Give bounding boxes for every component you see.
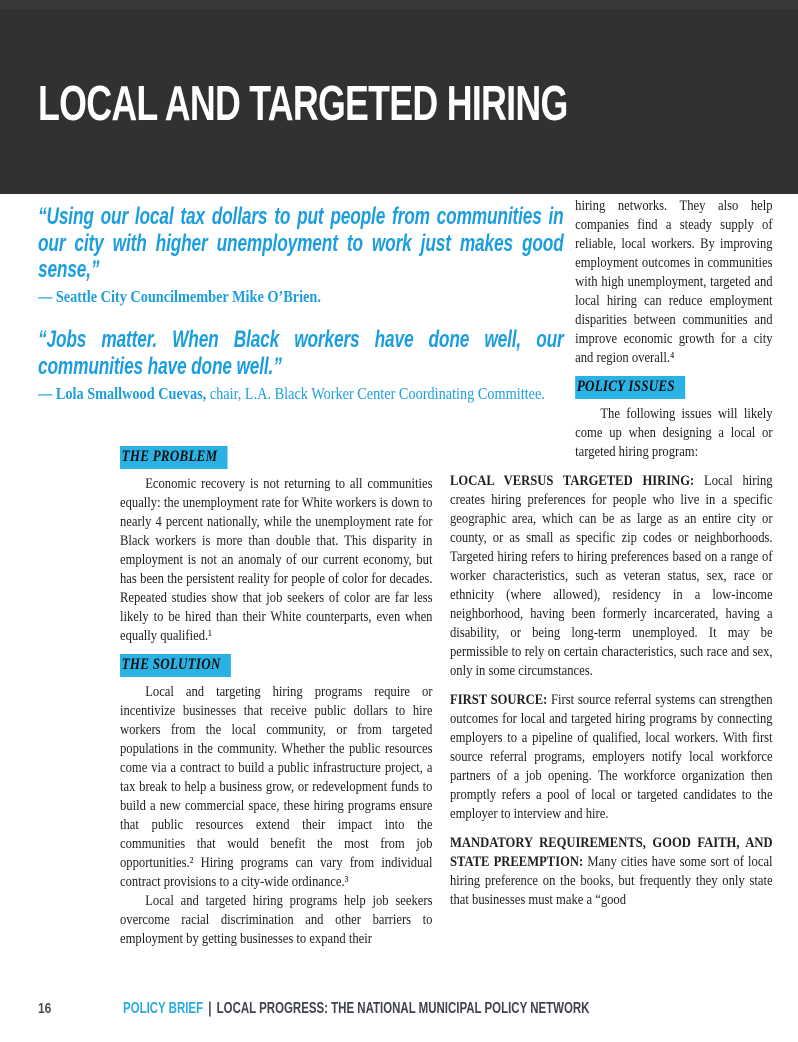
lead-first-source: FIRST SOURCE: xyxy=(450,692,548,708)
paragraph-solution-2: Local and targeted hiring programs help job seekers overcome racial discrimination and other barriers to employment by getting businesses to expand their xyxy=(120,893,433,947)
text-mandatory-requirements: Many cities have some sort of local hiring preference on the books, but frequently they only state that businesses must make a “good xyxy=(450,854,773,908)
heading-policy-issues-label: POLICY ISSUES xyxy=(575,376,685,399)
paragraph-mandatory-requirements xyxy=(450,834,773,910)
page-title: LOCAL AND TARGETED HIRING xyxy=(38,77,568,131)
text-first-source: First source referral systems can strengthen outcomes for local and targeted hiring programs by connecting employers to a pipeline of qualified, local workers. With first source referral programs, employers notify local workforce partners of a job opening. The workforce organization then promptly refers a pool of local or targeted candidates to the employer to interview and hire. xyxy=(450,692,773,822)
paragraph-continuation: hiring networks. They also help companies find a steady supply of reliable, local workers. By improving employment outcomes in communities with high unemployment, targeted and local hiring can reduce employment disparities between communities and improve economic growth for a city and region overall.⁴ xyxy=(575,198,773,366)
header-top-strip xyxy=(0,0,798,9)
paragraph-local-versus-targeted xyxy=(450,472,773,681)
footer-network-label: LOCAL PROGRESS: THE NATIONAL MUNICIPAL POLICY NETWORK xyxy=(216,1000,590,1017)
heading-the-solution-label: THE SOLUTION xyxy=(120,654,231,677)
right-column xyxy=(450,197,773,910)
paragraph-first-source xyxy=(450,691,773,824)
footer-separator: | xyxy=(208,1000,212,1017)
heading-the-problem xyxy=(120,446,432,469)
page-number: 16 xyxy=(38,1000,52,1017)
footer-policy-brief-label: POLICY BRIEF xyxy=(123,1000,204,1017)
attribution-2-role: chair, L.A. Black Worker Center Coordinating Committee. xyxy=(206,384,545,403)
pull-quote-1-attribution xyxy=(38,287,321,306)
attribution-2-name: — Lola Smallwood Cuevas, xyxy=(38,384,207,403)
page-header xyxy=(0,0,798,194)
column-wrap-spacer xyxy=(450,197,575,455)
heading-the-solution xyxy=(120,654,432,677)
paragraph-policy-intro: The following issues will likely come up when designing a local or targeted hiring program: xyxy=(575,406,773,460)
lead-local-versus-targeted: LOCAL VERSUS TARGETED HIRING: xyxy=(450,473,695,489)
footer xyxy=(123,1000,589,1018)
attribution-1-name: — Seattle City Councilmember Mike O’Brien. xyxy=(38,287,321,306)
heading-the-problem-label: THE PROBLEM xyxy=(120,446,227,469)
paragraph-problem: Economic recovery is not returning to all communities equally: the unemployment rate for White workers is down to nearly 4 percent nationally, while the unemployment rate for Black workers is more than double that. This disparity in employment is not an anomaly of our current economy, but has been the persistent reality for people of color for decades. Repeated studies show that job seekers of color are far less likely to be hired than their White counterparts, even when equally qualified.¹ xyxy=(120,476,433,644)
lead-mandatory-requirements: MANDATORY REQUIREMENTS, GOOD FAITH, AND STATE PREEMPTION: xyxy=(450,835,773,870)
text-local-versus-targeted: Local hiring creates hiring preferences for people who live in a specific geographic area, which can be as large as an entire city or county, or as small as specific zip codes or neighborhoods. Targeted hiring refers to hiring preferences based on a range of worker characteristics, such as veteran status, sex, race or ethnicity (where allowed), residency in a low-income neighborhood, having been formerly incarcerated, having a disability, or being long-term unemployed. It may be permissible to rely on certain characteristics, such race and sex, only in some circumstances. xyxy=(450,473,773,679)
left-column xyxy=(120,446,432,949)
pull-quote-1-text: “Using our local tax dollars to put people from communities in our city with higher unemployment to work just makes good sense,” xyxy=(38,203,564,283)
pull-quote-2-text: “Jobs matter. When Black workers have done well, our communities have done well.” xyxy=(38,326,564,380)
paragraph-solution-1: Local and targeting hiring programs require or incentivize businesses that receive public dollars to hire workers from the local community, or from targeted populations in the community. Whether the public resources come via a contract to build a public infrastructure project, a tax break to help a business grow, or redevelopment funds to build a new commercial space, these hiring programs ensure that public resources extend their impact into the communities that would benefit the most from job opportunities.² Hiring programs can vary from individual contract provisions to a city-wide ordinance.³ xyxy=(120,684,433,890)
